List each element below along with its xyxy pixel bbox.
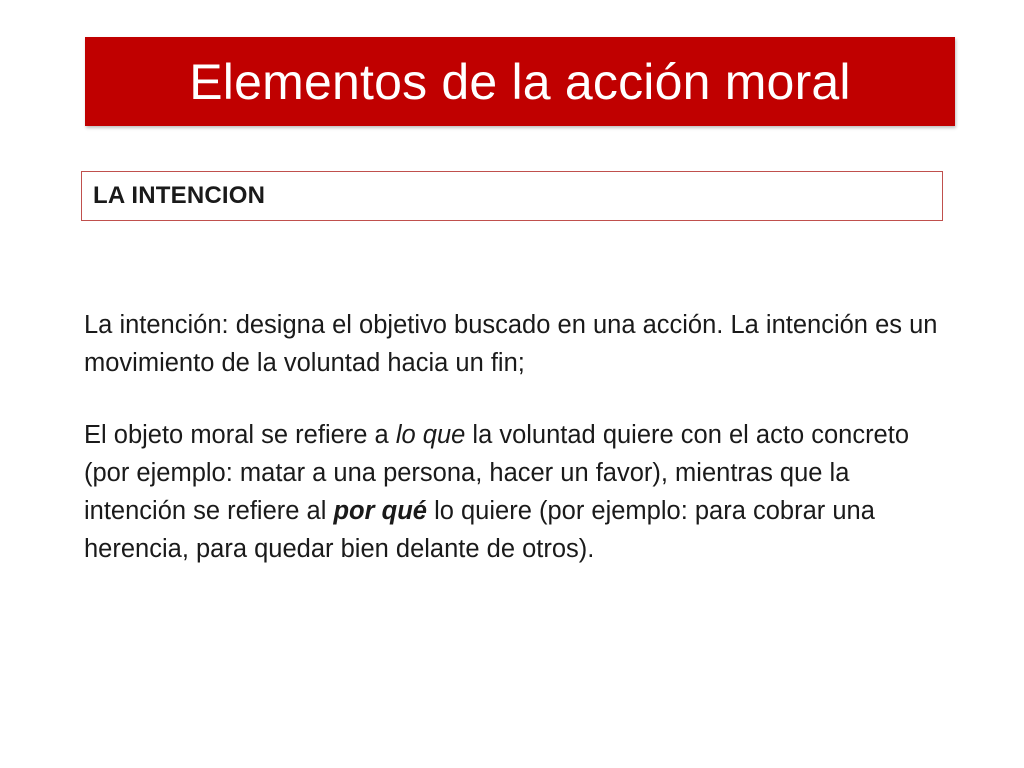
subtitle-box [81, 171, 943, 221]
paragraph-text-part3: lo quiere (por ejemplo: para cobrar una herencia, para quedar bien delante de otros). [84, 497, 875, 563]
slide-title: Elementos de la acción moral [189, 53, 851, 110]
paragraph-moral-object [84, 416, 944, 568]
italic-lo-que: lo que [395, 421, 466, 449]
paragraph-text-part1: El objeto moral se refiere a [84, 421, 396, 449]
paragraph-intention-definition: La intención: designa el objetivo buscado en una acción. La intención es un movimiento de la voluntad hacia un fin; [84, 311, 938, 377]
paragraph-text-part2: la voluntad quiere con el acto concreto (por ejemplo: matar a una persona, hacer un favor), mientras que la intención se refiere al [84, 421, 910, 525]
slide-body [84, 306, 944, 568]
subtitle-text: LA INTENCION [93, 182, 266, 209]
title-banner [85, 37, 955, 126]
bold-italic-por-que: por qué [333, 497, 427, 525]
